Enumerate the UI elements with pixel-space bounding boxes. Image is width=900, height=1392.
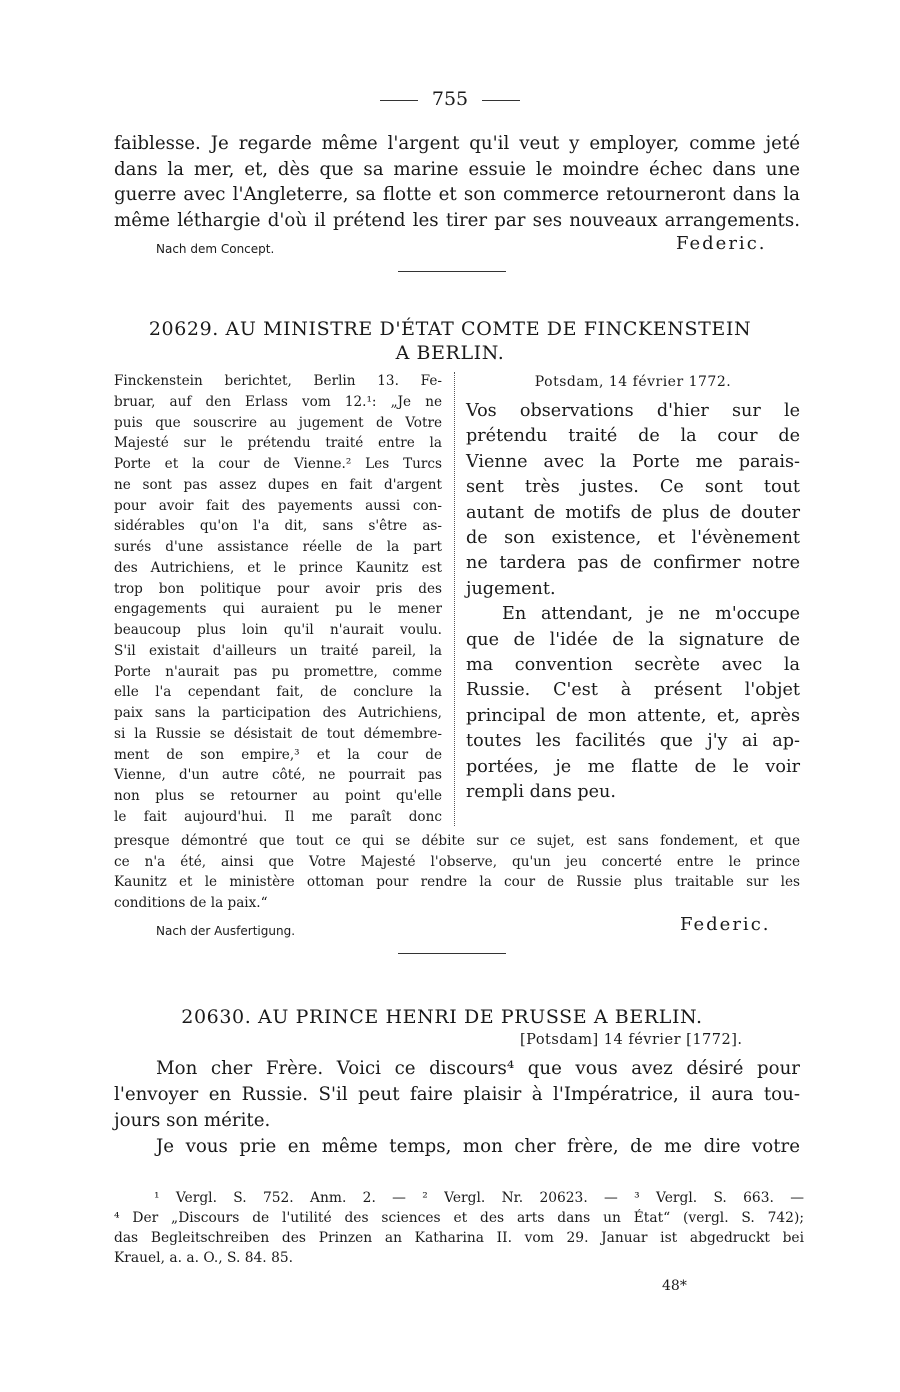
summary-line: Porte et la cour de Vienne.² Les Turcs (114, 456, 442, 472)
header-rule-left (380, 100, 418, 101)
letter-2-body (114, 1056, 800, 1160)
summary-line: paix sans la participation des Autrichiens, (114, 705, 442, 721)
letter-line: Vos observations d'hier sur le (466, 401, 800, 421)
text-line: faiblesse. Je regarde même l'argent qu'il veut y employer, comme jeté (114, 133, 800, 154)
letter-paragraph-2 (466, 602, 800, 805)
letter-line: autant de motifs de plus de douter (466, 502, 800, 523)
letter-line: jours son mérite. (114, 1110, 271, 1131)
text-line: guerre avec l'Angleterre, sa flotte et son commerce retourneront dans la (114, 184, 800, 205)
signature-mark: 48* (662, 1278, 687, 1294)
page-number-header (0, 88, 900, 110)
footnote-line: ⁴ Der „Discours de l'utilité des sciences et des arts dans un État“ (vergl. S. 742); (114, 1210, 804, 1226)
signature-federic: Federic. (676, 233, 767, 254)
letter-heading-recipient: A BERLIN. (395, 342, 505, 364)
letter-line: En attendant, je ne m'occupe (502, 604, 800, 625)
summary-line: si la Russie se désistait de tout démembre- (114, 725, 442, 742)
footnote-line: ¹ Vergl. S. 752. Anm. 2. — ² Vergl. Nr. 20623. — ³ Vergl. S. 663. — (154, 1190, 804, 1206)
letter-line: prétendu traité de la cour de (466, 426, 800, 447)
summary-line: Kaunitz et le ministère ottoman pour rendre la cour de Russie plus traitable sur les (114, 874, 800, 891)
text-line: même léthargie d'où il prétend les tirer par ses nouveaux arrangements. (114, 209, 800, 231)
summary-column (114, 371, 442, 828)
summary-line: S'il existait d'ailleurs un traité pareil, la (114, 642, 442, 659)
letter-line: que de l'idée de la signature de (466, 629, 800, 650)
letter-line: sent très justes. Ce sont tout (466, 477, 800, 498)
footnote-line: Krauel, a. a. O., S. 84. 85. (114, 1250, 294, 1266)
letter-date: Potsdam, 14 février 1772. (534, 374, 732, 390)
summary-line: sidérables qu'on l'a dit, sans s'être as- (114, 518, 442, 535)
letter-line: Mon cher Frère. Voici ce discours⁴ que vous avez désiré pour (156, 1058, 800, 1079)
summary-line: des Autrichiens, et le prince Kaunitz est (114, 559, 442, 576)
letter-line: de son existence, et l'évènement (466, 528, 800, 549)
summary-line: presque démontré que tout ce qui se débite sur ce sujet, est sans fondement, et que (114, 833, 800, 849)
letter-body-column (466, 371, 800, 806)
summary-line: conditions de la paix.“ (114, 895, 268, 912)
section-divider (398, 271, 506, 272)
source-note-concept: Nach dem Concept. (156, 242, 275, 256)
top-paragraph (114, 131, 800, 233)
letter-heading: 20630. AU PRINCE HENRI DE PRUSSE A BERLIN. (181, 1006, 703, 1028)
letter-line: ne tardera pas de confirmer notre (466, 553, 800, 574)
section-divider (398, 953, 506, 954)
column-divider (454, 372, 455, 826)
letter-line: Je vous prie en même temps, mon cher frère, de me dire votre (156, 1136, 800, 1157)
summary-continued (114, 831, 800, 914)
letter-paragraph-1 (466, 399, 800, 602)
summary-line: engagements qui auraient pu le mener (114, 601, 442, 618)
footnotes (114, 1188, 804, 1268)
letter-line: portées, je me flatte de le voir (466, 756, 800, 777)
summary-line: beaucoup plus loin qu'il n'aurait voulu. (114, 622, 442, 638)
signature-federic: Federic. (680, 914, 771, 935)
letter-line: ma convention secrète avec la (466, 655, 800, 676)
summary-line: Porte n'aurait pas pu promettre, comme (114, 663, 442, 680)
summary-line: Majesté sur le prétendu traité entre la (114, 435, 442, 452)
summary-line: surés d'une assistance réelle de la part (114, 539, 442, 555)
summary-line: Vienne, d'un autre côté, ne pourrait pas (114, 767, 442, 784)
summary-line: Finckenstein berichtet, Berlin 13. Fe- (114, 373, 442, 389)
letter-line: jugement. (466, 578, 556, 599)
summary-line: ne sont pas assez dupes en fait d'argent (114, 476, 442, 493)
summary-line: ment de son empire,³ et la cour de (114, 746, 442, 763)
summary-line: puis que souscrire au jugement de Votre (114, 414, 442, 431)
letter-line: Vienne avec la Porte me parais- (466, 451, 800, 472)
summary-line: bruar, auf den Erlass vom 12.¹: „Je ne (114, 393, 442, 410)
summary-line: ce n'a été, ainsi que Votre Majesté l'observe, qu'un jeu concerté entre le prince (114, 853, 800, 870)
letter-line: l'envoyer en Russie. S'il peut faire plaisir à l'Impératrice, il aura tou- (114, 1084, 800, 1105)
summary-line: trop bon politique pour avoir pris des (114, 580, 442, 597)
source-note-ausfertigung: Nach der Ausfertigung. (156, 924, 296, 938)
footnote-line: das Begleitschreiben des Prinzen an Katharina II. vom 29. Januar ist abgedruckt bei (114, 1230, 804, 1246)
letter-line: principal de mon attente, et, après (466, 705, 800, 726)
letter-date: [Potsdam] 14 février [1772]. (520, 1032, 743, 1048)
summary-line: elle l'a cependant fait, de conclure la (114, 684, 442, 701)
summary-line: non plus se retourner au point qu'elle (114, 788, 442, 804)
summary-line: le fait aujourd'hui. Il me paraît donc (114, 808, 442, 825)
header-rule-right (482, 100, 520, 101)
text-line: dans la mer, et, dès que sa marine essuie le moindre échec dans une (114, 158, 800, 180)
letter-line: Russie. C'est à présent l'objet (466, 680, 800, 701)
letter-heading: 20629. AU MINISTRE D'ÉTAT COMTE DE FINCKENSTEIN (148, 318, 752, 340)
letter-line: rempli dans peu. (466, 782, 616, 803)
page-number: 755 (431, 88, 469, 110)
letter-line: toutes les facilités que j'y ai ap- (466, 731, 800, 752)
summary-line: pour avoir fait des payements aussi con- (114, 497, 442, 514)
